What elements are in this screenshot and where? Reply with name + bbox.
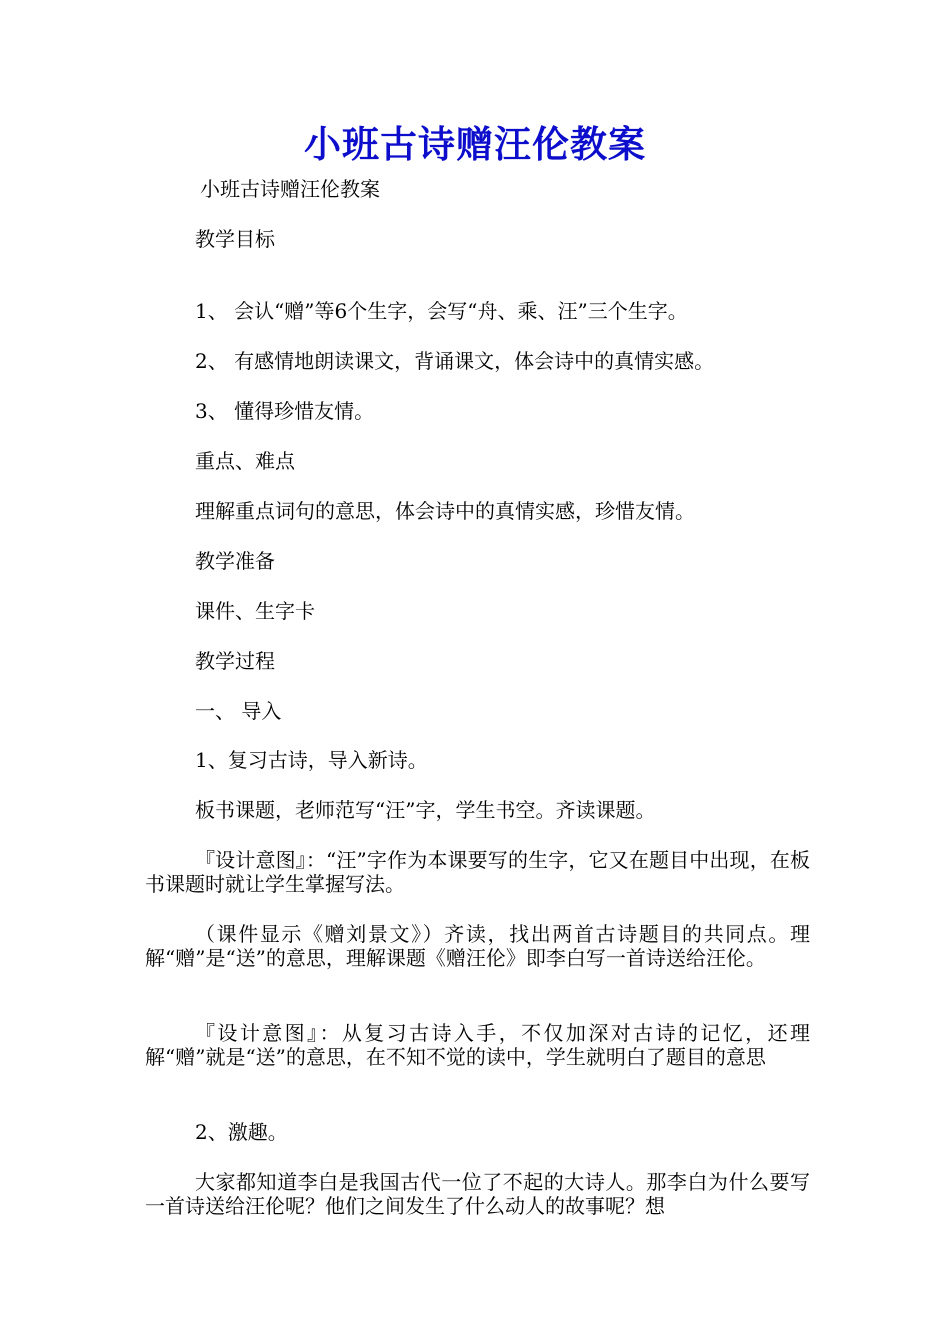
design-intent-paragraph: 『设计意图』：从复习古诗入手，不仅加深对古诗的记忆，还理解“赠”就是“送”的意思，在不知不觉的读中，学生就明白了题目的意思 [145,1021,810,1069]
objectives-heading: 教学目标 [195,227,275,251]
document-subtitle: 小班古诗赠汪伦教案 [200,177,380,201]
preparation-heading: 教学准备 [195,549,275,573]
document-title: 小班古诗赠汪伦教案 [304,122,646,166]
key-points-text: 理解重点词句的意思，体会诗中的真情实感，珍惜友情。 [195,499,695,523]
step-heading: 1、复习古诗，导入新诗。 [195,748,428,772]
process-heading: 教学过程 [195,649,275,673]
step-heading: 2、激趣。 [195,1120,288,1144]
step-text: 板书课题，老师范写“汪”字，学生书空。齐读课题。 [195,798,656,822]
design-intent-paragraph: 『设计意图』：“汪”字作为本课要写的生字，它又在题目中出现，在板书课题时就让学生掌握写法。 [145,848,810,896]
courseware-paragraph: （课件显示《赠刘景文》）齐读，找出两首古诗题目的共同点。理解“赠”是“送”的意思，理解课题《赠汪伦》即李白写一首诗送给汪伦。 [145,922,810,970]
objective-item: 2、 有感情地朗读课文，背诵课文，体会诗中的真情实感。 [195,349,715,373]
objective-item: 1、 会认“赠”等6个生字，会写“舟、乘、汪”三个生字。 [195,299,688,323]
story-paragraph: 大家都知道李白是我国古代一位了不起的大诗人。那李白为什么要写一首诗送给汪伦呢？他们之间发生了什么动人的故事呢？想 [145,1170,810,1218]
preparation-text: 课件、生字卡 [195,599,315,623]
key-points-heading: 重点、难点 [195,449,295,473]
section-heading: 一、 导入 [195,699,282,723]
objective-item: 3、 懂得珍惜友情。 [195,399,375,423]
